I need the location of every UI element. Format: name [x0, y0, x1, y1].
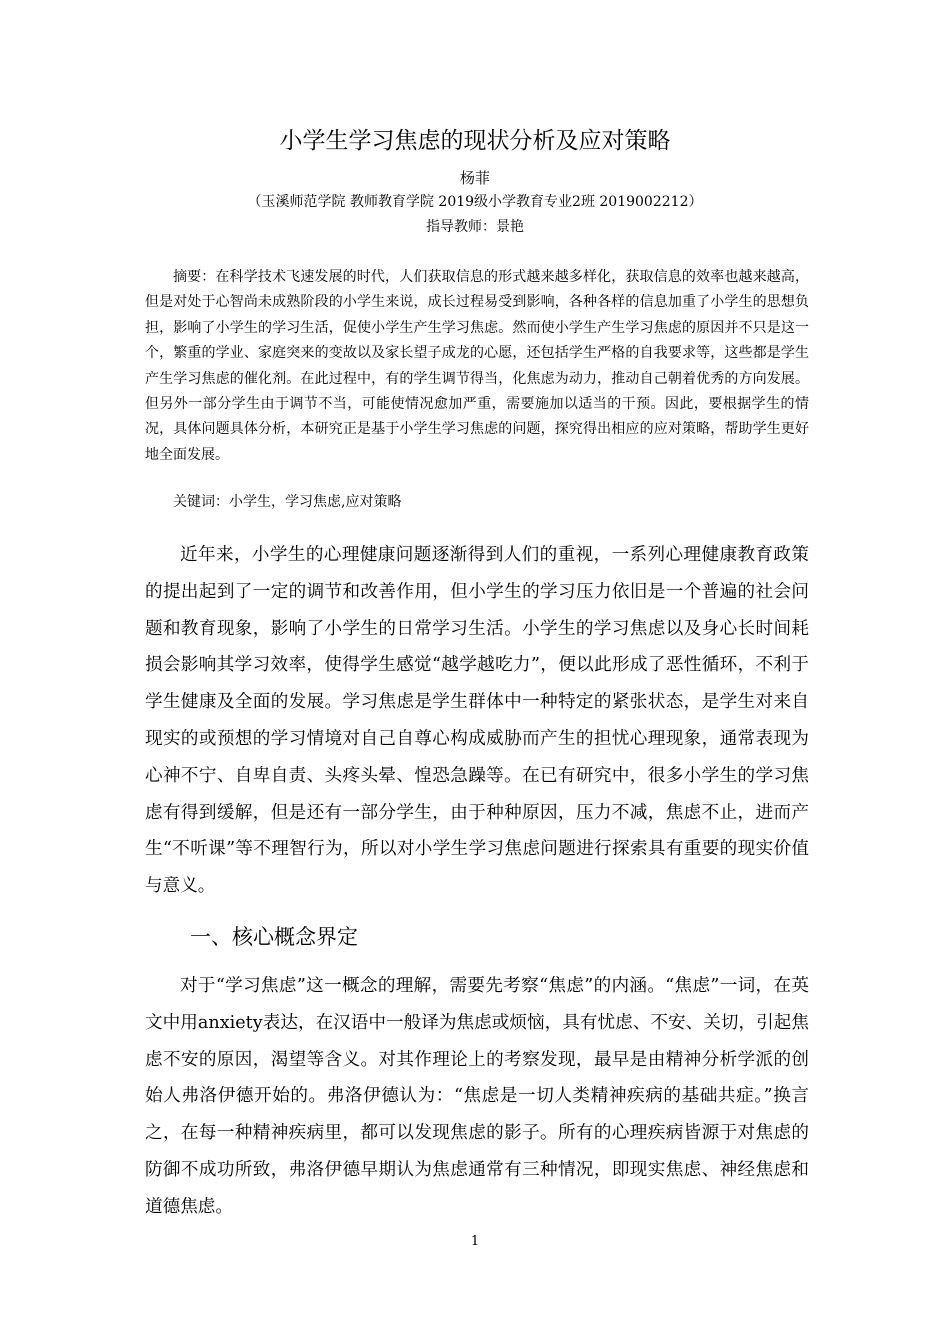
paper-title: 小学生学习焦虑的现状分析及应对策略 — [279, 128, 671, 154]
intro-paragraph: 近年来，小学生的心理健康问题逐渐得到人们的重视，一系列心理健康教育政策的提出起到了一定的调节和改善作用，但小学生的学习压力依旧是一个普遍的社会问题和教育现象，影响了小学生的日常学习生活。小学生的学习焦虑以及身心长时间耗损会影响其学习效率，使得学生感觉“越学越吃力”，便以此形成了恶性循环，不利于学生健康及全面的发展。学习焦虑是学生群体中一种特定的紧张状态，是学生对来自现实的或预想的学习情境对自己自尊心构成威胁而产生的担忧心理现象，通常表现为心神不宁、自卑自责、头疼头晕、惶恐急躁等。在已有研究中，很多小学生的学习焦虑有得到缓解，但是还有一部分学生，由于种种原因，压力不减，焦虑不止，进而产生“不听课”等不理智行为，所以对小学生学习焦虑问题进行探索具有重要的现实价值与意义。 — [145, 545, 809, 897]
author-affiliation: （玉溪师范学院 教师教育学院 2019级小学教育专业2班 2019002212） — [247, 194, 703, 210]
advisor-line: 指导教师：景艳 — [426, 219, 524, 235]
abstract-block — [145, 265, 809, 468]
abstract-label: 摘要： — [173, 269, 216, 285]
section-heading: 一、核心概念界定 — [190, 925, 358, 949]
keywords-text: 小学生，学习焦虑,应对策略 — [229, 494, 402, 510]
page-number: 1 — [470, 1234, 480, 1249]
author-name: 杨菲 — [459, 169, 490, 187]
keywords-block — [145, 490, 809, 514]
abstract-text: 在科学技术飞速发展的时代，人们获取信息的形式越来越多样化，获取信息的效率也越来越高，但是对处于心智尚未成熟阶段的小学生来说，成长过程易受到影响，各种各样的信息加重了小学生的思想负担，影响了小学生的学习生活，促使小学生产生学习焦虑。然而使小学生产生学习焦虑的原因并不只是这一个，繁重的学业、家庭突来的变故以及家长望子成龙的心愿，还包括学生严格的自我要求等，这些都是学生产生学习焦虑的催化剂。在此过程中，有的学生调节得当，化焦虑为动力，推动自己朝着优秀的方向发展。但另外一部分学生由于调节不当，可能使情况愈加严重，需要施加以适当的干预。因此，要根据学生的情况，具体问题具体分析，本研究正是基于小学生学习焦虑的问题，探究得出相应的应对策略，帮助学生更好地全面发展。 — [145, 269, 810, 463]
keywords-label: 关键词： — [173, 494, 229, 510]
section-paragraph: 对于“学习焦虑”这一概念的理解，需要先考察“焦虑”的内涵。“焦虑”一词，在英文中用anxiety表达，在汉语中一般译为焦虑或烦恼，具有忧虑、不安、关切，引起焦虑不安的原因，渴望等含义。对其作理论上的考察发现，最早是由精神分析学派的创始人弗洛伊德开始的。弗洛伊德认为：“焦虑是一切人类精神疾病的基础共症。”换言之，在每一种精神疾病里，都可以发现焦虑的影子。所有的心理疾病皆源于对焦虑的防御不成功所致，弗洛伊德早期认为焦虑通常有三种情况，即现实焦虑、神经焦虑和道德焦虑。 — [145, 976, 809, 1217]
